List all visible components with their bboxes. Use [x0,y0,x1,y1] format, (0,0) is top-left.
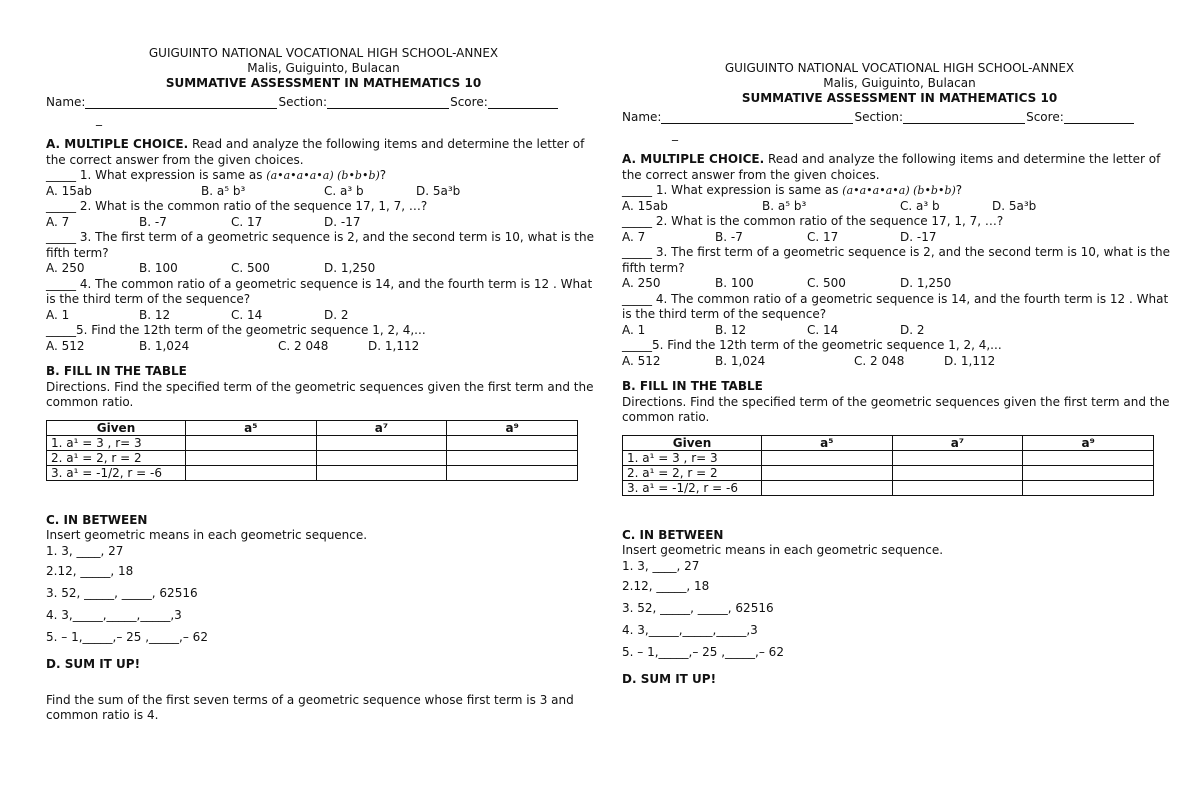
answer-cell[interactable] [1023,450,1154,465]
choices-4 [622,323,1177,339]
choice-b: B. 100 [715,276,754,290]
answer-blank[interactable]: _____ [46,230,76,244]
score-field[interactable] [488,95,558,109]
section-a-heading: A. MULTIPLE CHOICE. [46,137,189,151]
choice-b: B. 1,024 [139,338,190,353]
answer-cell[interactable] [316,450,447,465]
section-a-instruction: Read and analyze the following items and determine the letter of the correct answer from the given choices. [46,137,585,167]
answer-cell[interactable] [186,435,317,450]
answer-blank[interactable]: _____ [46,323,76,337]
given-cell: 3. a¹ = -1/2, r = -6 [623,480,762,495]
answer-cell[interactable] [762,480,893,495]
given-cell: 2. a¹ = 2, r = 2 [623,465,762,480]
choice-a: A. 250 [622,276,661,290]
given-cell: 3. a¹ = -1/2, r = -6 [47,465,186,480]
section-c-heading: C. IN BETWEEN [622,527,724,542]
question-1: _____ 1. What expression is same as (a•a•a•a•a) (b•b•b)? [622,183,963,197]
section-d-heading: D. SUM IT UP! [622,672,717,686]
name-field[interactable] [85,95,277,109]
question-5: _____5. Find the 12th term of the geometric sequence 1, 2, 4,... [46,323,426,337]
list-item: 1. 3, ____, 27 [622,558,700,573]
section-in-between [46,513,601,648]
choice-c: C. a³ b [324,183,364,198]
table-row [623,480,1154,495]
section-label: Section: [278,95,328,109]
answer-cell[interactable] [447,450,578,465]
question-2: _____ 2. What is the common ratio of the sequence 17, 1, 7, …? [46,199,428,213]
math-expression: (a•a•a•a•a) (b•b•b) [266,169,380,182]
choice-d: D. 1,250 [324,261,376,275]
choice-a: A. 15ab [46,183,92,198]
answer-cell[interactable] [447,435,578,450]
answer-cell[interactable] [1023,480,1154,495]
choice-a: A. 1 [622,322,646,337]
section-sum-it-up [622,672,1177,688]
worksheet-left [46,0,601,724]
answer-blank[interactable]: _____ [622,338,652,352]
answer-cell[interactable] [762,450,893,465]
section-b-directions: Directions. Find the specified term of the geometric sequences given the first term and the common ratio. [46,379,594,409]
list-item: 3. 52, _____, _____, 62516 [622,601,774,615]
choice-a: A. 250 [46,261,85,275]
choice-a: A. 512 [46,338,85,353]
header [46,46,601,91]
table-row [623,465,1154,480]
choice-b: B. 12 [715,322,747,337]
column-header: a⁹ [1023,435,1154,450]
student-info-line [46,93,601,109]
choice-a: A. 1 [46,307,70,322]
choice-d: D. 5a³b [992,198,1037,213]
school-address: Malis, Guiguinto, Bulacan [823,76,976,90]
list-item: 1. 3, ____, 27 [46,543,124,558]
choice-d: D. 2 [324,307,349,322]
choices-2 [622,230,1177,246]
choice-a: A. 7 [622,229,646,244]
math-expression: (a•a•a•a•a) (b•b•b) [842,184,956,197]
question-4: _____ 4. The common ratio of a geometric sequence is 14, and the fourth term is 12 . What is the third term of the sequence? [622,291,1169,321]
choice-b: B. a⁵ b³ [762,198,807,213]
section-a-instruction: Read and analyze the following items and determine the letter of the correct answer from the given choices. [622,152,1161,182]
school-name: GUIGUINTO NATIONAL VOCATIONAL HIGH SCHOOL-ANNEX [724,61,1075,75]
table-header-row [47,420,578,435]
choice-d: D. 1,250 [900,276,952,290]
column-header: a⁷ [892,435,1023,450]
question-2: _____ 2. What is the common ratio of the sequence 17, 1, 7, …? [622,214,1004,228]
section-b-heading: B. FILL IN THE TABLE [46,364,187,378]
list-item: 2.12, _____, 18 [622,579,710,593]
answer-cell[interactable] [316,465,447,480]
choice-b: B. 100 [139,261,178,275]
table-row [47,465,578,480]
table-row [47,435,578,450]
choice-a: A. 15ab [622,198,668,213]
list-item: 4. 3,_____,_____,_____,3 [46,608,182,622]
section-fill-table [622,379,1177,496]
score-label: Score: [1026,110,1064,124]
student-info-line [622,108,1177,124]
choice-c: C. a³ b [900,198,940,213]
choice-d: D. 2 [900,322,925,337]
geometric-table [622,435,1154,496]
section-multiple-choice [622,152,1177,369]
given-cell: 1. a¹ = 3 , r= 3 [47,435,186,450]
header [622,61,1177,106]
column-header: a⁵ [186,420,317,435]
answer-blank[interactable]: _____ [622,291,652,306]
section-b-directions: Directions. Find the specified term of the geometric sequences given the first term and the common ratio. [622,394,1170,424]
answer-blank[interactable]: _____ [46,276,76,291]
choice-b: B. a⁵ b³ [201,183,246,198]
list-item: 3. 52, _____, _____, 62516 [46,586,198,600]
choice-a: A. 7 [46,214,70,229]
list-item: 2.12, _____, 18 [46,564,134,578]
school-name: GUIGUINTO NATIONAL VOCATIONAL HIGH SCHOOL-ANNEX [148,46,499,60]
choice-c: C. 17 [807,229,839,244]
choice-d: D. 1,112 [368,338,420,353]
choice-b: B. 1,024 [715,353,766,368]
geometric-table [46,420,578,481]
choices-4 [46,308,601,324]
answer-cell[interactable] [892,480,1023,495]
section-c-instruction: Insert geometric means in each geometric sequence. [622,543,944,557]
choice-d: D. -17 [900,229,937,244]
question-4: _____ 4. The common ratio of a geometric sequence is 14, and the fourth term is 12 . What is the third term of the sequence? [46,276,593,306]
list-item: 5. – 1,_____,– 25 ,_____,– 62 [622,645,784,659]
given-cell: 1. a¹ = 3 , r= 3 [623,450,762,465]
name-label: Name: [46,95,86,109]
section-c-instruction: Insert geometric means in each geometric sequence. [46,528,368,542]
choice-c: C. 14 [231,307,263,322]
section-field[interactable] [327,95,449,109]
answer-cell[interactable] [186,465,317,480]
given-cell: 2. a¹ = 2, r = 2 [47,450,186,465]
choice-c: C. 17 [231,214,263,229]
choices-2 [46,215,601,231]
answer-cell[interactable] [762,465,893,480]
question-5: _____5. Find the 12th term of the geometric sequence 1, 2, 4,... [622,338,1002,352]
choice-d: D. 1,112 [944,353,996,368]
score-field[interactable] [1064,110,1134,124]
choice-c: C. 14 [807,322,839,337]
column-header: Given [623,435,762,450]
assessment-title: SUMMATIVE ASSESSMENT IN MATHEMATICS 10 [165,76,482,90]
choice-c: C. 500 [231,261,270,275]
choices-1 [46,184,601,200]
score-label: Score: [450,95,488,109]
table-row [47,450,578,465]
name-label: Name: [622,110,662,124]
question-1: _____ 1. What expression is same as (a•a•a•a•a) (b•b•b)? [46,168,387,182]
choices-3 [622,276,1177,292]
choice-a: A. 512 [622,353,661,368]
school-address: Malis, Guiguinto, Bulacan [247,61,400,75]
assessment-title: SUMMATIVE ASSESSMENT IN MATHEMATICS 10 [741,91,1058,105]
stray-dash: _ [96,112,102,126]
worksheet-right [622,0,1177,688]
choices-5 [46,339,601,355]
section-d-text: Find the sum of the first seven terms of a geometric sequence whose first term is 3 and common ratio is 4. [46,692,574,722]
answer-cell[interactable] [316,435,447,450]
answer-blank[interactable]: _____ [622,183,652,197]
column-header: Given [47,420,186,435]
answer-cell[interactable] [892,465,1023,480]
answer-cell[interactable] [1023,465,1154,480]
answer-cell[interactable] [186,450,317,465]
answer-blank[interactable]: _____ [46,168,76,182]
section-b-heading: B. FILL IN THE TABLE [622,379,763,393]
choices-1 [622,199,1177,215]
choice-b: B. 12 [139,307,171,322]
section-fill-table [46,364,601,481]
choice-d: D. -17 [324,214,361,229]
choice-c: C. 2 048 [278,338,329,353]
section-sum-it-up [46,657,601,724]
choice-b: B. -7 [715,229,743,244]
section-a-heading: A. MULTIPLE CHOICE. [622,152,765,166]
answer-blank[interactable]: _____ [622,214,652,228]
section-label: Section: [854,110,904,124]
answer-blank[interactable]: _____ [622,245,652,259]
question-3: _____ 3. The first term of a geometric sequence is 2, and the second term is 10, what is the fifth term? [622,245,1170,275]
column-header: a⁷ [316,420,447,435]
choice-b: B. -7 [139,214,167,229]
table-header-row [623,435,1154,450]
choices-3 [46,261,601,277]
choice-c: C. 2 048 [854,353,905,368]
section-field[interactable] [903,110,1025,124]
stray-dash: _ [672,127,678,141]
list-item: 5. – 1,_____,– 25 ,_____,– 62 [46,630,208,644]
question-3: _____ 3. The first term of a geometric sequence is 2, and the second term is 10, what is the fifth term? [46,230,594,260]
answer-cell[interactable] [892,450,1023,465]
list-item: 4. 3,_____,_____,_____,3 [622,623,758,637]
answer-blank[interactable]: _____ [46,199,76,213]
table-row [623,450,1154,465]
name-field[interactable] [661,110,853,124]
choice-d: D. 5a³b [416,183,461,198]
section-c-heading: C. IN BETWEEN [46,512,148,527]
section-multiple-choice [46,137,601,354]
section-d-heading: D. SUM IT UP! [46,657,141,671]
answer-cell[interactable] [447,465,578,480]
column-header: a⁵ [762,435,893,450]
choices-5 [622,354,1177,370]
section-in-between [622,528,1177,663]
column-header: a⁹ [447,420,578,435]
choice-c: C. 500 [807,276,846,290]
